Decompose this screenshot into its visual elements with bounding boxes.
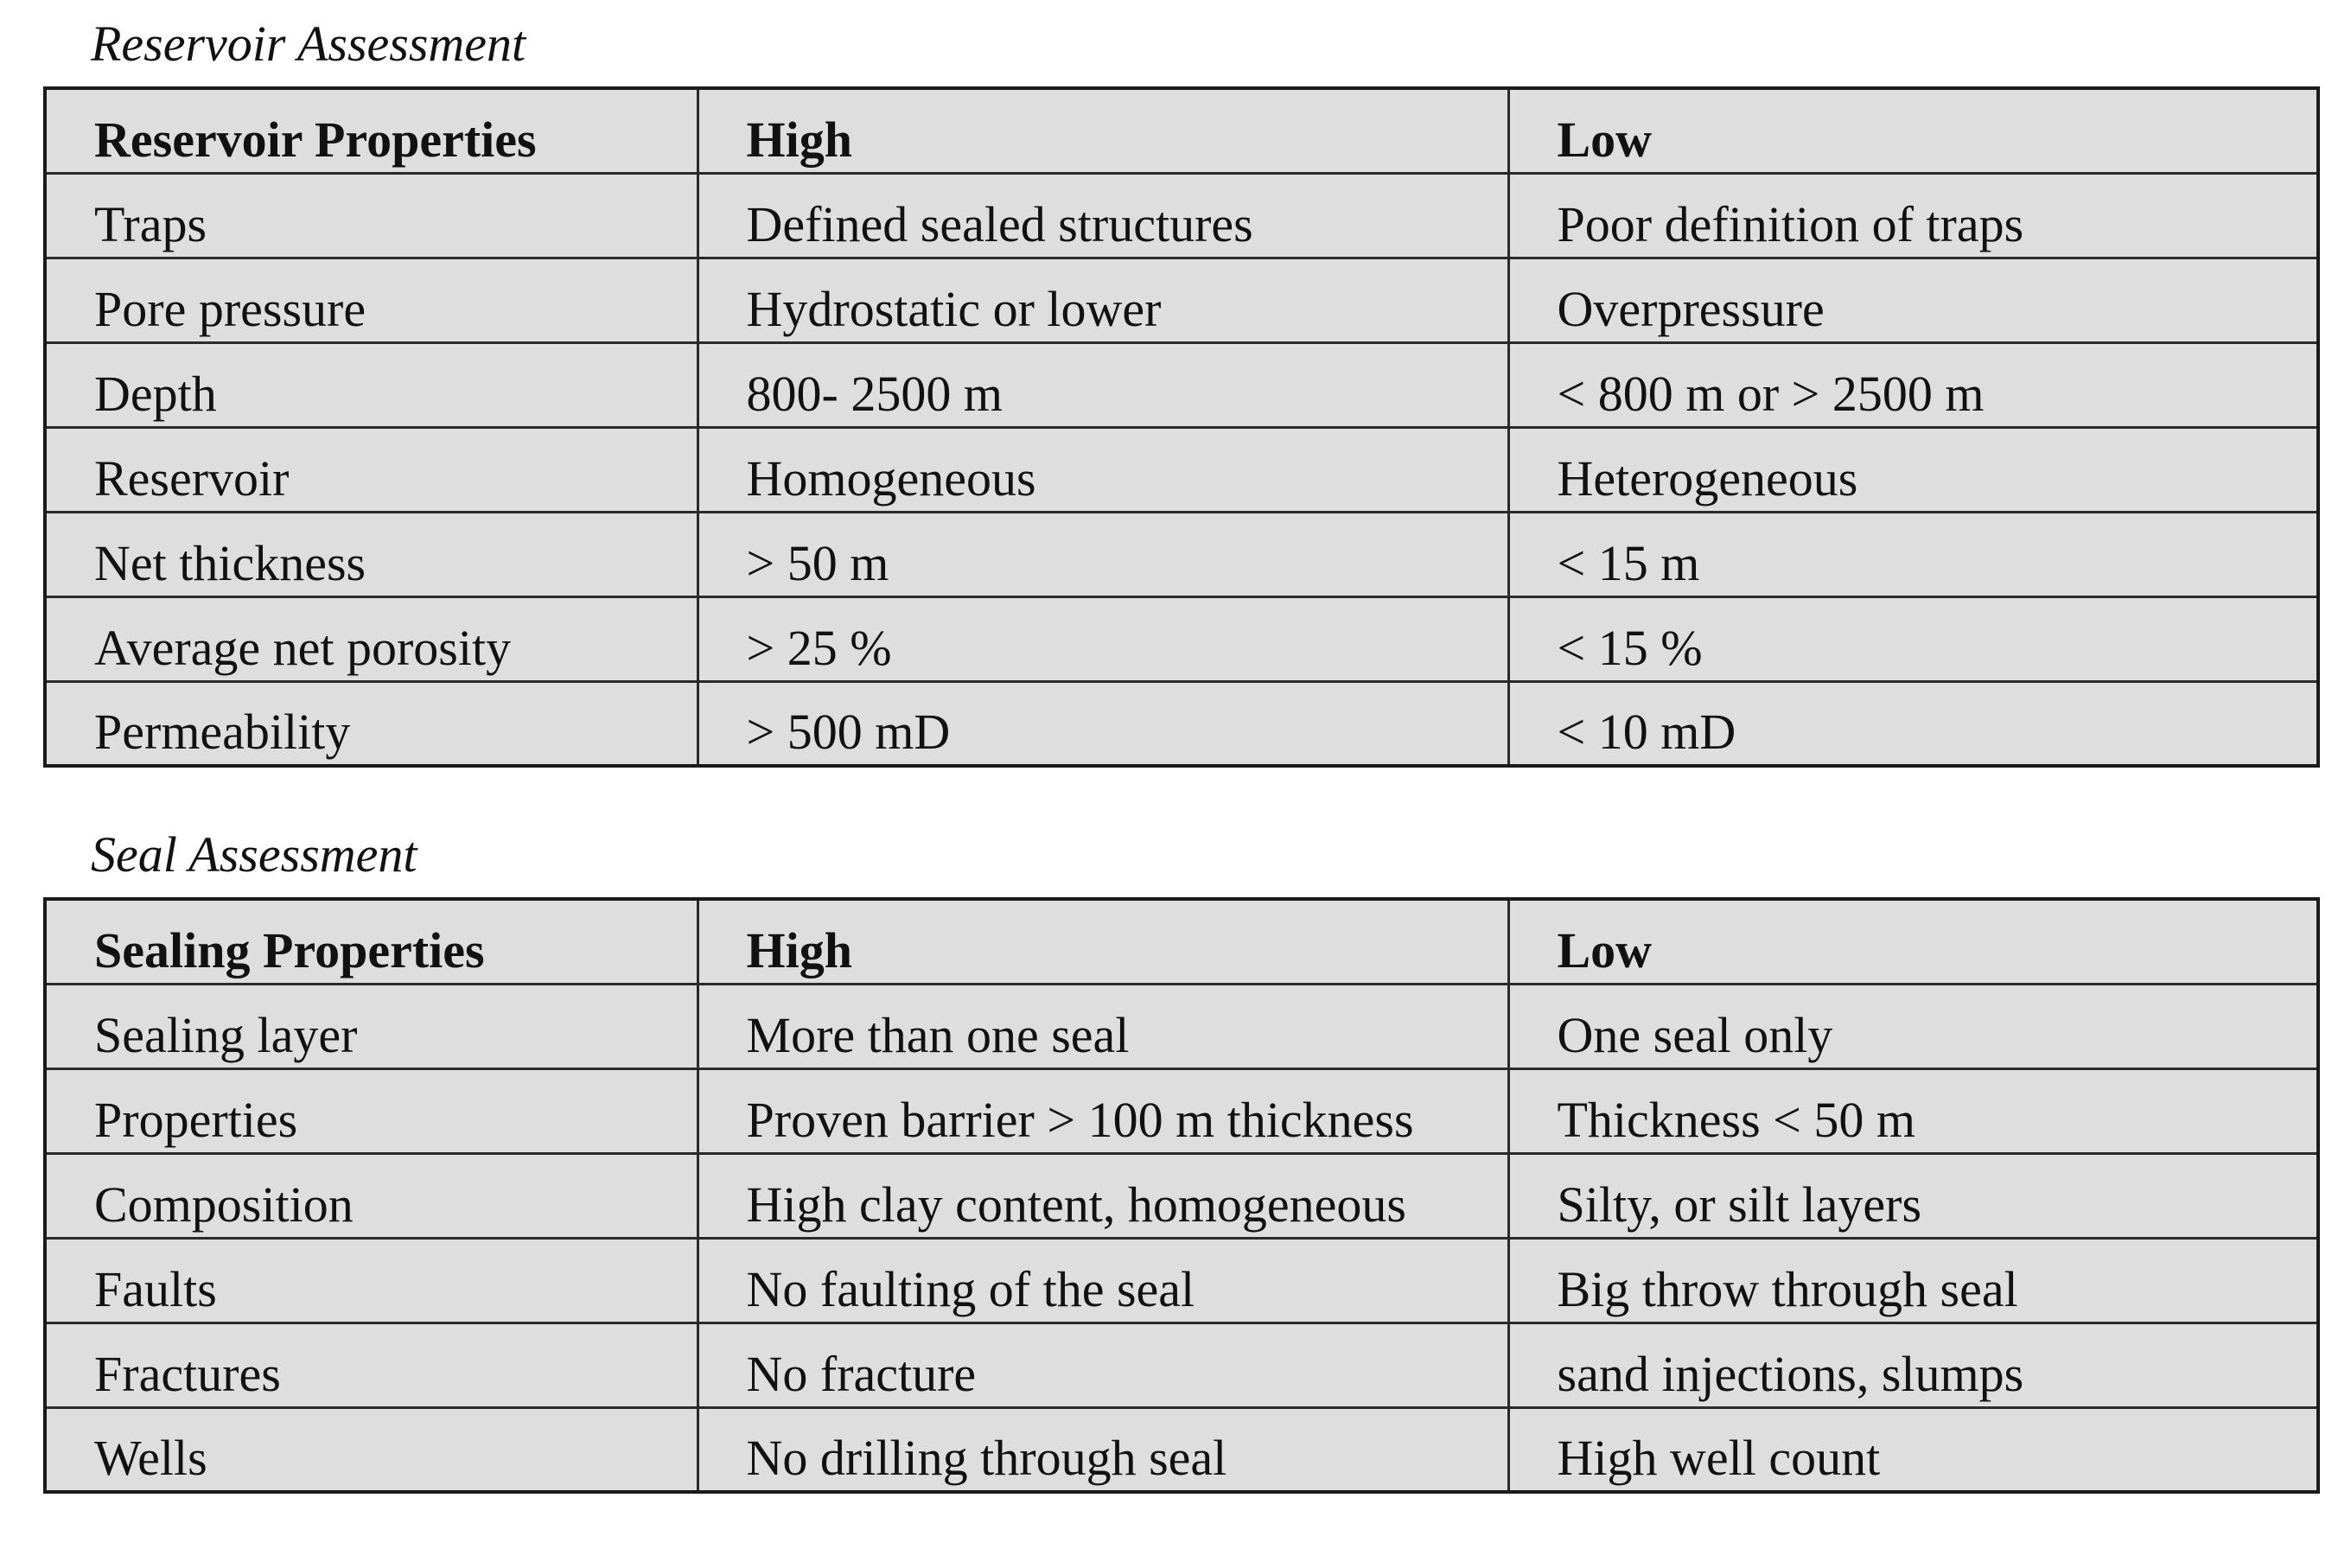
property-cell: Average net porosity bbox=[45, 596, 698, 681]
table-row bbox=[45, 1238, 2318, 1323]
low-cell: < 15 % bbox=[1508, 596, 2318, 681]
property-cell: Permeability bbox=[45, 681, 698, 766]
high-cell: Defined sealed structures bbox=[698, 173, 1508, 258]
low-cell: < 10 mD bbox=[1508, 681, 2318, 766]
table-row bbox=[45, 1153, 2318, 1238]
seal-assessment-caption: Seal Assessment bbox=[91, 826, 417, 883]
table-row bbox=[45, 681, 2318, 766]
reservoir-assessment-table bbox=[43, 86, 2320, 768]
low-cell: < 800 m or > 2500 m bbox=[1508, 342, 2318, 427]
column-header-low: Low bbox=[1508, 899, 2318, 984]
property-cell: Pore pressure bbox=[45, 258, 698, 342]
high-cell: 800- 2500 m bbox=[698, 342, 1508, 427]
table-header-row bbox=[45, 899, 2318, 984]
property-cell: Net thickness bbox=[45, 512, 698, 596]
table-row bbox=[45, 173, 2318, 258]
seal-assessment-table bbox=[43, 897, 2320, 1494]
high-cell: More than one seal bbox=[698, 984, 1508, 1068]
low-cell: Big throw through seal bbox=[1508, 1238, 2318, 1323]
high-cell: No faulting of the seal bbox=[698, 1238, 1508, 1323]
column-header-high: High bbox=[698, 88, 1508, 173]
high-cell: > 50 m bbox=[698, 512, 1508, 596]
table-row bbox=[45, 984, 2318, 1068]
high-cell: No drilling through seal bbox=[698, 1407, 1508, 1492]
high-cell: > 500 mD bbox=[698, 681, 1508, 766]
property-cell: Reservoir bbox=[45, 427, 698, 512]
table-row bbox=[45, 1068, 2318, 1153]
table-row bbox=[45, 512, 2318, 596]
low-cell: Poor definition of traps bbox=[1508, 173, 2318, 258]
table-row bbox=[45, 1407, 2318, 1492]
high-cell: High clay content, homogeneous bbox=[698, 1153, 1508, 1238]
property-cell: Properties bbox=[45, 1068, 698, 1153]
column-header-properties: Reservoir Properties bbox=[45, 88, 698, 173]
property-cell: Wells bbox=[45, 1407, 698, 1492]
high-cell: Hydrostatic or lower bbox=[698, 258, 1508, 342]
property-cell: Sealing layer bbox=[45, 984, 698, 1068]
high-cell: No fracture bbox=[698, 1323, 1508, 1407]
property-cell: Depth bbox=[45, 342, 698, 427]
low-cell: Heterogeneous bbox=[1508, 427, 2318, 512]
table-row bbox=[45, 596, 2318, 681]
high-cell: > 25 % bbox=[698, 596, 1508, 681]
low-cell: Silty, or silt layers bbox=[1508, 1153, 2318, 1238]
table-row bbox=[45, 258, 2318, 342]
table-row bbox=[45, 427, 2318, 512]
column-header-high: High bbox=[698, 899, 1508, 984]
property-cell: Traps bbox=[45, 173, 698, 258]
table-row bbox=[45, 342, 2318, 427]
property-cell: Composition bbox=[45, 1153, 698, 1238]
low-cell: sand injections, slumps bbox=[1508, 1323, 2318, 1407]
property-cell: Fractures bbox=[45, 1323, 698, 1407]
high-cell: Homogeneous bbox=[698, 427, 1508, 512]
low-cell: Overpressure bbox=[1508, 258, 2318, 342]
low-cell: High well count bbox=[1508, 1407, 2318, 1492]
column-header-properties: Sealing Properties bbox=[45, 899, 698, 984]
low-cell: < 15 m bbox=[1508, 512, 2318, 596]
low-cell: One seal only bbox=[1508, 984, 2318, 1068]
table-header-row bbox=[45, 88, 2318, 173]
table-row bbox=[45, 1323, 2318, 1407]
column-header-low: Low bbox=[1508, 88, 2318, 173]
property-cell: Faults bbox=[45, 1238, 698, 1323]
low-cell: Thickness < 50 m bbox=[1508, 1068, 2318, 1153]
reservoir-assessment-caption: Reservoir Assessment bbox=[91, 16, 526, 72]
high-cell: Proven barrier > 100 m thickness bbox=[698, 1068, 1508, 1153]
